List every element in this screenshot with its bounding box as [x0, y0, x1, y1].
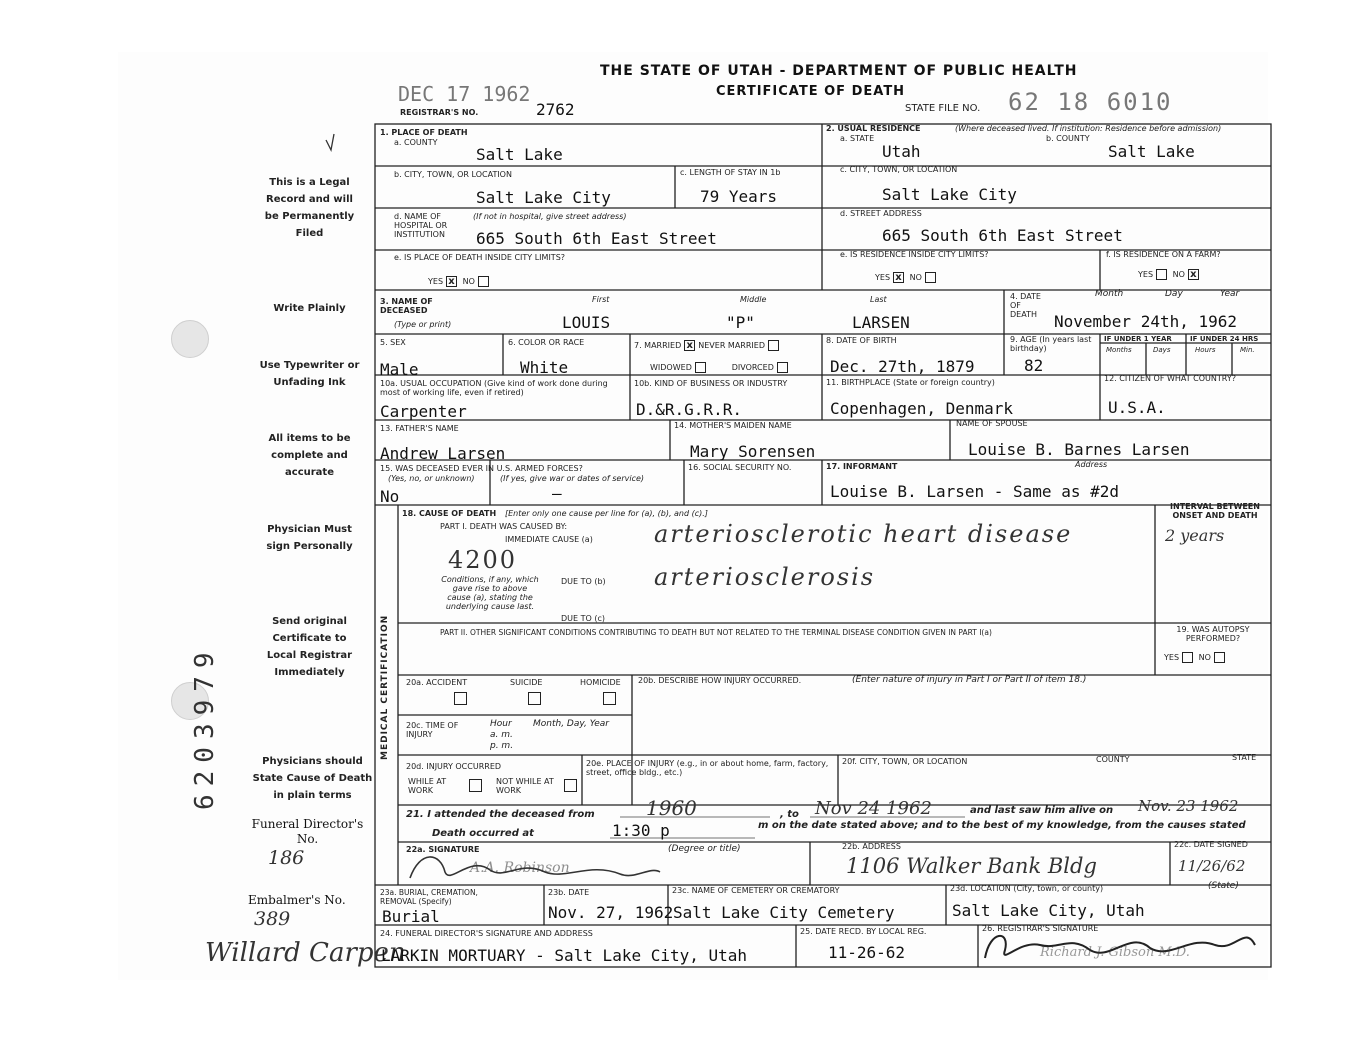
citizen-label: 12. CITIZEN OF WHAT COUNTRY?: [1104, 374, 1236, 383]
due-to-b-label: DUE TO (b): [561, 577, 606, 586]
sidebar-legal-note: This is a Legal Record and will be Permanently Filed: [264, 177, 355, 239]
interval-label: INTERVAL BETWEEN ONSET AND DEATH: [1170, 502, 1260, 520]
death-city: Salt Lake City: [476, 188, 611, 207]
residence-city-label: c. CITY, TOWN, OR LOCATION: [840, 165, 958, 174]
immediate-cause-label: IMMEDIATE CAUSE (a): [505, 535, 593, 544]
last-name: LARSEN: [852, 313, 910, 332]
occupation-label: 10a. USUAL OCCUPATION (Give kind of work done during most of working life, even if retired): [380, 379, 608, 397]
father: Andrew Larsen: [380, 444, 506, 463]
date-signed-label: 22c. DATE SIGNED: [1174, 840, 1248, 849]
widowed-checkbox[interactable]: [695, 362, 706, 373]
death-inside-no-checkbox[interactable]: [478, 276, 489, 287]
armed-forces-dates: —: [552, 484, 562, 503]
middle-name: "P": [726, 313, 755, 332]
under-1-label: IF UNDER 1 YEAR: [1104, 335, 1172, 343]
divorced-checkbox[interactable]: [777, 362, 788, 373]
received-stamp: DEC 17 1962: [398, 82, 531, 106]
homicide-checkbox[interactable]: [603, 692, 616, 705]
cause-hint: [Enter only one cause per line for (a), (b), and (c).]: [505, 509, 708, 518]
sidebar-send-note: Send original Certificate to Local Registrar Immediately: [266, 616, 353, 678]
spouse: Louise B. Barnes Larsen: [968, 440, 1190, 459]
spouse-label: NAME OF SPOUSE: [956, 419, 1028, 428]
hospital-hint: (If not in hospital, give street address): [473, 212, 627, 221]
death-county: Salt Lake: [476, 145, 563, 164]
age: 82: [1024, 356, 1044, 375]
while-at-work-label: WHILE AT WORK: [408, 777, 447, 795]
location-state-label: (State): [1208, 881, 1239, 891]
armed-forces: No: [380, 487, 400, 506]
cemetery-label: 23c. NAME OF CEMETERY OR CREMATORY: [672, 886, 840, 895]
burial-date-label: 23b. DATE: [548, 888, 590, 897]
state-file-label: STATE FILE NO.: [905, 103, 981, 114]
recd: 11-26-62: [828, 943, 906, 962]
birthplace: Copenhagen, Denmark: [830, 399, 1014, 418]
sidebar-physician-note: Physician Must sign Personally: [266, 524, 353, 552]
attended-to: Nov 24 1962: [815, 798, 932, 819]
residence-county: Salt Lake: [1108, 142, 1195, 161]
informant: Louise B. Larsen - Same as #2d: [830, 482, 1119, 501]
informant-address-label: Address: [1075, 460, 1108, 469]
physician-address: 1106 Walker Bank Bldg: [846, 854, 1097, 878]
due-to-c-label: DUE TO (c): [561, 614, 605, 623]
citizen: U.S.A.: [1108, 398, 1166, 417]
not-while-at-work-label: NOT WHILE AT WORK: [496, 777, 554, 795]
last-saw: Nov. 23 1962: [1138, 797, 1239, 815]
location: Salt Lake City, Utah: [952, 901, 1145, 920]
injury-how-hint: (Enter nature of injury in Part I or Part II of item 18.): [852, 675, 1087, 685]
stated-label: m on the date stated above; and to the best of my knowledge, from the causes stated: [758, 820, 1246, 831]
form-subtitle: CERTIFICATE OF DEATH: [716, 84, 906, 99]
state-of-injury-label: STATE: [1232, 753, 1257, 762]
informant-label: 17. INFORMANT: [826, 462, 898, 471]
accident-checkbox[interactable]: [454, 692, 467, 705]
state-file-no: 62 18 6010: [1008, 88, 1173, 116]
stay: 79 Years: [700, 187, 778, 206]
part2-label: PART II. OTHER SIGNIFICANT CONDITIONS CONTRIBUTING TO DEATH BUT NOT RELATED TO THE TERMINAL DISEASE CONDITION GIVEN IN PART I(a): [440, 628, 992, 637]
min-label: Min.: [1240, 346, 1255, 354]
bottom-signature: Willard Carpen: [205, 938, 406, 968]
death-inside-yes-checkbox[interactable]: x: [446, 276, 457, 287]
pm-label: p. m.: [490, 741, 514, 751]
age-label: 9. AGE (In years last birthday): [1010, 335, 1092, 353]
hour-label: Hour: [490, 719, 512, 729]
autopsy-no-checkbox[interactable]: [1214, 652, 1225, 663]
burial-label: 23a. BURIAL, CREMATION, REMOVAL (Specify): [380, 888, 478, 906]
registrar-no-label: REGISTRAR'S NO.: [400, 108, 479, 117]
residence-label: 2. USUAL RESIDENCE: [826, 124, 921, 133]
burial-date: Nov. 27, 1962: [548, 903, 674, 922]
death-inside-checkboxes: YES x NO: [428, 276, 492, 287]
residence-city: Salt Lake City: [882, 185, 1017, 204]
immediate-cause: arteriosclerotic heart disease: [654, 520, 1073, 548]
injury-occurred-label: 20d. INJURY OCCURRED: [406, 762, 502, 771]
city-of-injury-label: 20f. CITY, TOWN, OR LOCATION: [842, 757, 968, 766]
year-label: Year: [1220, 289, 1240, 299]
residence-inside-no-checkbox[interactable]: [925, 272, 936, 283]
degree-label: (Degree or title): [668, 844, 741, 854]
stay-label: c. LENGTH OF STAY IN 1b: [680, 168, 781, 177]
registrar-no: 2762: [536, 100, 575, 119]
cause-label: 18. CAUSE OF DEATH: [402, 509, 497, 518]
marital-widowed: WIDOWED DIVORCED: [650, 362, 791, 373]
time-of-injury-label: 20c. TIME OF INJURY: [406, 721, 459, 739]
place-of-injury-label: 20e. PLACE OF INJURY (e.g., in or about home, farm, factory, street, office bldg., etc.): [586, 759, 829, 777]
death-city-label: b. CITY, TOWN, OR LOCATION: [394, 170, 512, 179]
funeral-director: LARKIN MORTUARY - Salt Lake City, Utah: [381, 946, 748, 965]
cause-code: 4200: [448, 546, 518, 574]
am-label: a. m.: [490, 730, 513, 740]
residence-state-label: a. STATE: [840, 134, 875, 143]
check-mark-icon: [326, 134, 334, 150]
medical-certification-label: MEDICAL CERTIFICATION: [380, 614, 390, 760]
last-name-label: Last: [870, 295, 887, 304]
attended-to-label: , to: [780, 809, 799, 820]
sidebar-write-note: Write Plainly: [273, 303, 346, 314]
married-checkbox[interactable]: x: [684, 340, 695, 351]
residence-county-label: b. COUNTY: [1046, 134, 1090, 143]
ssn-label: 16. SOCIAL SECURITY NO.: [688, 463, 792, 472]
burial: Burial: [382, 907, 440, 926]
registrar-signature: Richard J. Gibson M.D.: [1040, 945, 1190, 960]
hours-label: Hours: [1195, 346, 1216, 354]
farm-checkboxes: YES NO x: [1138, 269, 1202, 280]
days-label: Days: [1153, 346, 1171, 354]
residence-inside-label: e. IS RESIDENCE INSIDE CITY LIMITS?: [840, 250, 989, 259]
armed-forces-label: 15. WAS DECEASED EVER IN U.S. ARMED FORCES?: [380, 464, 583, 473]
funeral-director-label: Funeral Director's No.: [251, 817, 364, 846]
sex-label: 5. SEX: [380, 338, 406, 347]
homicide-label: HOMICIDE: [580, 678, 621, 687]
month-label: Month: [1095, 289, 1124, 299]
first-name-label: First: [592, 295, 610, 304]
mdy-label: Month, Day, Year: [533, 719, 609, 729]
mother: Mary Sorensen: [690, 442, 816, 461]
conditions-label: Conditions, if any, which gave rise to above cause (a), stating the underlying cause last.: [441, 575, 539, 611]
armed-forces-dates-hint: (If yes, give war or dates of service): [500, 474, 645, 483]
death-inside-label: e. IS PLACE OF DEATH INSIDE CITY LIMITS?: [394, 253, 566, 262]
death-county-label: a. COUNTY: [394, 138, 438, 147]
physician-signature: A.A. Robinson: [470, 860, 570, 876]
time-of-death: 1:30 p: [612, 821, 670, 840]
signature-label: 22a. SIGNATURE: [406, 845, 480, 854]
deceased-hint: (Type or print): [394, 320, 452, 329]
day-label: Day: [1165, 289, 1183, 299]
business: D.&R.G.R.R.: [636, 400, 742, 419]
street: 665 South 6th East Street: [882, 226, 1123, 245]
farm-no-checkbox[interactable]: x: [1188, 269, 1199, 280]
cemetery: Salt Lake City Cemetery: [673, 903, 895, 922]
residence-inside-yes-checkbox[interactable]: x: [893, 272, 904, 283]
part1-label: PART I. DEATH WAS CAUSED BY:: [440, 522, 568, 531]
accident-label: 20a. ACCIDENT: [406, 678, 468, 687]
recd-label: 25. DATE RECD. BY LOCAL REG.: [800, 927, 927, 936]
marital-married: 7. MARRIED x NEVER MARRIED: [634, 340, 782, 351]
under-24-label: IF UNDER 24 HRS: [1190, 335, 1259, 343]
autopsy-label: 19. WAS AUTOPSY PERFORMED?: [1176, 625, 1250, 643]
street-label: d. STREET ADDRESS: [840, 209, 922, 218]
funeral-director-no: 186: [268, 847, 305, 869]
residence-state: Utah: [882, 142, 921, 161]
suicide-checkbox[interactable]: [528, 692, 541, 705]
embalmer-no: 389: [254, 908, 291, 930]
while-at-work-checkbox[interactable]: [469, 779, 482, 792]
serial-number: 6203979: [190, 644, 220, 810]
race-label: 6. COLOR OR RACE: [508, 338, 585, 347]
county-of-injury-label: COUNTY: [1096, 755, 1130, 764]
location-label: 23d. LOCATION (City, town, or county): [950, 884, 1104, 893]
injury-how-label: 20b. DESCRIBE HOW INJURY OCCURRED.: [638, 676, 802, 685]
interval: 2 years: [1165, 526, 1225, 545]
residence-inside-checkboxes: YES x NO: [875, 272, 939, 283]
sex: Male: [380, 360, 419, 379]
deceased-name-label: 3. NAME OF DECEASED: [380, 297, 433, 315]
sidebar-typewriter-note: Use Typewriter or Unfading Ink: [259, 360, 360, 388]
registrar-signature-label: 26. REGISTRAR'S SIGNATURE: [982, 924, 1099, 933]
birthplace-label: 11. BIRTHPLACE (State or foreign country): [826, 378, 995, 387]
birth-label: 8. DATE OF BIRTH: [826, 336, 897, 345]
sidebar-cause-note: Physicians should State Cause of Death in plain terms: [252, 756, 373, 801]
armed-forces-hint: (Yes, no, or unknown): [388, 474, 475, 483]
middle-name-label: Middle: [740, 295, 767, 304]
suicide-label: SUICIDE: [510, 678, 543, 687]
months-label: Months: [1106, 346, 1132, 354]
race: White: [520, 358, 569, 377]
last-saw-label: and last saw him alive on: [970, 805, 1114, 816]
place-of-death-label: 1. PLACE OF DEATH: [380, 128, 468, 137]
form-title: THE STATE OF UTAH - DEPARTMENT OF PUBLIC HEALTH: [600, 63, 1078, 79]
attended-from: 1960: [646, 796, 697, 820]
attended-label: 21. I attended the deceased from: [406, 809, 595, 820]
father-label: 13. FATHER'S NAME: [380, 424, 459, 433]
residence-hint: (Where deceased lived. If institution: Residence before admission): [955, 124, 1222, 133]
birth: Dec. 27th, 1879: [830, 357, 975, 376]
date-signed: 11/26/62: [1178, 857, 1246, 875]
autopsy-checkboxes: YES NO: [1164, 652, 1228, 663]
autopsy-yes-checkbox[interactable]: [1182, 652, 1193, 663]
occupation: Carpenter: [380, 402, 467, 421]
sidebar-complete-note: All items to be complete and accurate: [268, 433, 351, 478]
physician-address-label: 22b. ADDRESS: [842, 842, 901, 851]
never-married-checkbox[interactable]: [768, 340, 779, 351]
death-date: November 24th, 1962: [1054, 312, 1238, 331]
death-date-label: 4. DATE OF DEATH: [1010, 292, 1041, 319]
mother-label: 14. MOTHER'S MAIDEN NAME: [674, 421, 792, 430]
hospital-label: d. NAME OF HOSPITAL OR INSTITUTION: [394, 212, 448, 239]
business-label: 10b. KIND OF BUSINESS OR INDUSTRY: [634, 379, 788, 388]
farm-yes-checkbox[interactable]: [1156, 269, 1167, 280]
death-occurred-label: Death occurred at: [432, 828, 534, 839]
not-while-at-work-checkbox[interactable]: [564, 779, 577, 792]
farm-label: f. IS RESIDENCE ON A FARM?: [1106, 250, 1221, 259]
embalmer-label: Embalmer's No.: [248, 893, 346, 907]
funeral-label: 24. FUNERAL DIRECTOR'S SIGNATURE AND ADDRESS: [380, 929, 593, 938]
hospital: 665 South 6th East Street: [476, 229, 717, 248]
first-name: LOUIS: [562, 313, 611, 332]
due-to-b: arteriosclerosis: [654, 563, 876, 591]
